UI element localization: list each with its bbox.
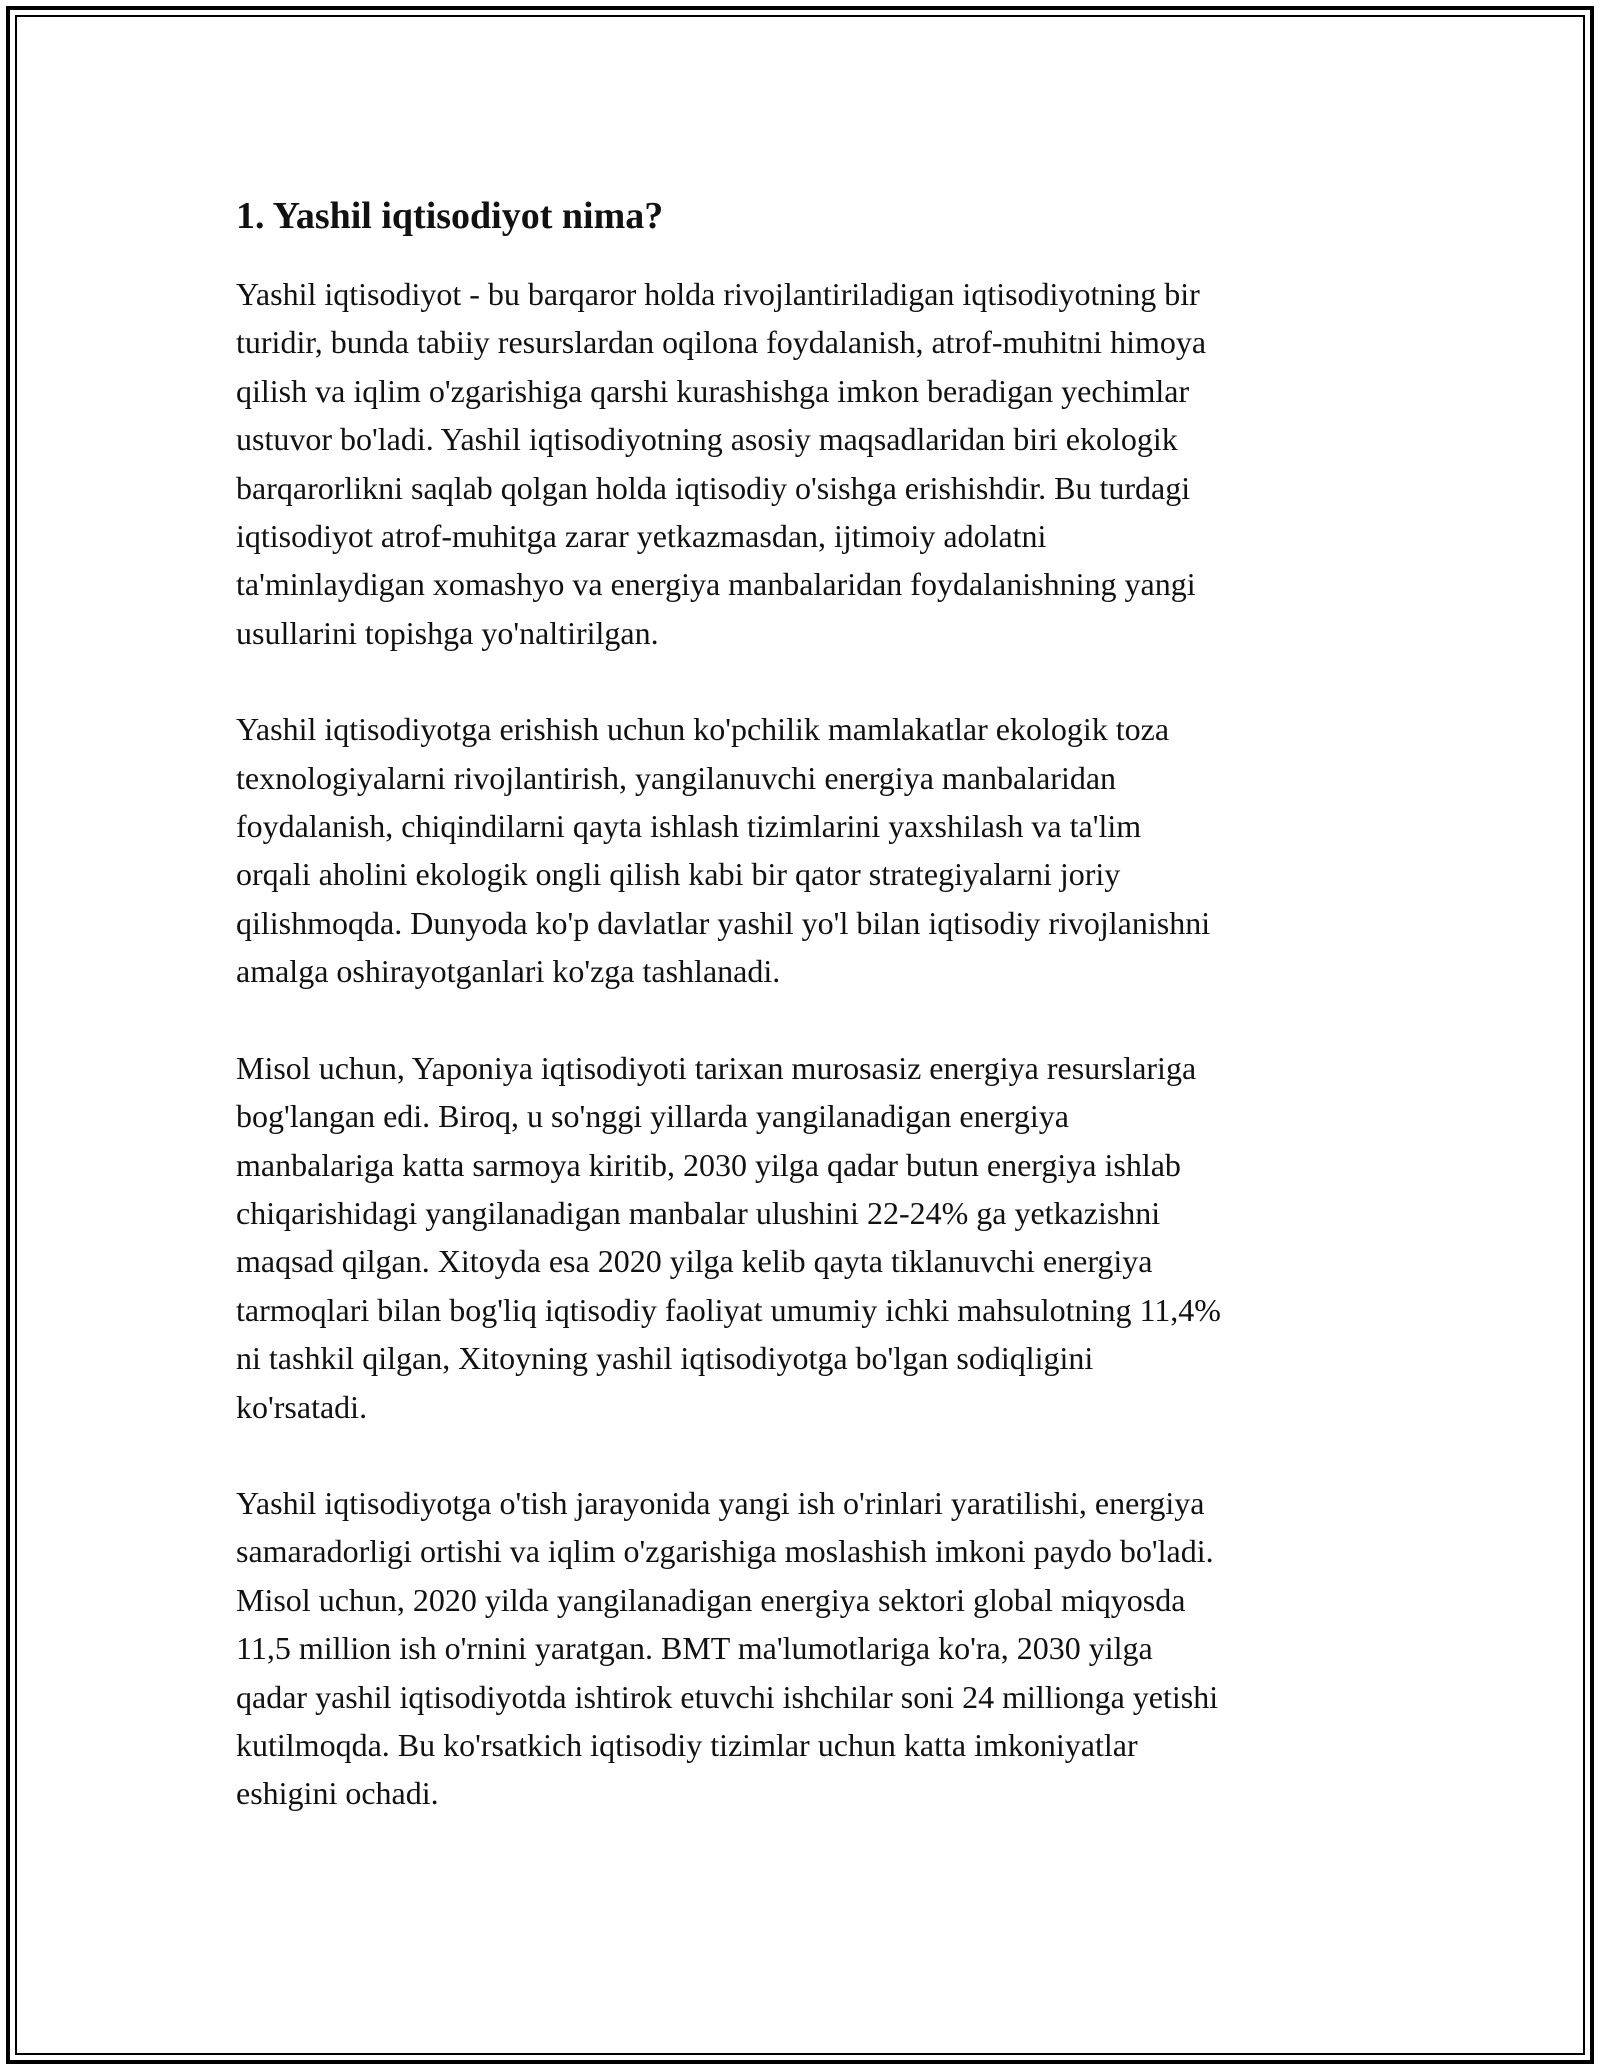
text-line: qilishmoqda. Dunyoda ko'p davlatlar yashil yo'l bilan iqtisodiy rivojlanishni [236, 904, 1211, 941]
text-line: qadar yashil iqtisodiyotda ishtirok etuvchi ishchilar soni 24 millionga yetishi [236, 1678, 1219, 1715]
text-line: foydalanish, chiqindilarni qayta ishlash tizimlarini yaxshilash va ta'lim [236, 808, 1142, 845]
text-line: texnologiyalarni rivojlantirish, yangilanuvchi energiya manbalaridan [236, 759, 1117, 796]
text-line: ko'rsatadi. [236, 1388, 368, 1425]
paragraph-examples [236, 1044, 1376, 1431]
text-line: maqsad qilgan. Xitoyda esa 2020 yilga kelib qayta tiklanuvchi energiya [236, 1243, 1153, 1280]
text-line: samaradorligi ortishi va iqlim o'zgarishiga moslashish imkoni paydo bo'ladi. [236, 1533, 1214, 1570]
text-line: eshigini ochadi. [236, 1775, 439, 1812]
text-line: orqali aholini ekologik ongli qilish kabi bir qator strategiyalarni joriy [236, 856, 1121, 893]
text-line: Misol uchun, Yaponiya iqtisodiyoti tarixan murosasiz energiya resurslariga [236, 1049, 1197, 1086]
paragraph-strategies [236, 705, 1376, 995]
text-line: iqtisodiyot atrof-muhitga zarar yetkazmasdan, ijtimoiy adolatni [236, 518, 1047, 555]
text-line: turidir, bunda tabiiy resurslardan oqilona foydalanish, atrof-muhitni himoya [236, 324, 1207, 361]
text-line: Yashil iqtisodiyotga erishish uchun ko'pchilik mamlakatlar ekologik toza [236, 711, 1170, 748]
paragraph-jobs [236, 1479, 1376, 1818]
text-line: chiqarishidagi yangilanadigan manbalar ulushini 22-24% ga yetkazishni [236, 1194, 1161, 1231]
text-line: kutilmoqda. Bu ko'rsatkich iqtisodiy tizimlar uchun katta imkoniyatlar [236, 1726, 1138, 1763]
text-line: usullarini topishga yo'naltirilgan. [236, 614, 659, 651]
text-line: qilish va iqlim o'zgarishiga qarshi kurashishga imkon beradigan yechimlar [236, 372, 1190, 409]
section-title: 1. Yashil iqtisodiyot nima? [236, 195, 664, 237]
paragraph-intro [236, 270, 1376, 657]
text-line: 11,5 million ish o'rnini yaratgan. BMT ma'lumotlariga ko'ra, 2030 yilga [236, 1630, 1153, 1667]
text-line: ta'minlaydigan xomashyo va energiya manbalaridan foydalanishning yangi [236, 566, 1196, 603]
text-line: ni tashkil qilgan, Xitoyning yashil iqtisodiyotga bo'lgan sodiqligini [236, 1340, 1094, 1377]
text-line: Yashil iqtisodiyotga o'tish jarayonida yangi ish o'rinlari yaratilishi, energiya [236, 1484, 1205, 1521]
text-line: bog'langan edi. Biroq, u so'nggi yillarda yangilanadigan energiya [236, 1098, 1069, 1135]
text-line: Yashil iqtisodiyot - bu barqaror holda rivojlantiriladigan iqtisodiyotning bir [236, 276, 1200, 312]
document-body [236, 190, 1376, 1866]
text-line: Misol uchun, 2020 yilda yangilanadigan energiya sektori global miqyosda [236, 1581, 1186, 1618]
text-line: tarmoqlari bilan bog'liq iqtisodiy faoliyat umumiy ichki mahsulotning 11,4% [236, 1291, 1221, 1328]
text-line: manbalariga katta sarmoya kiritib, 2030 yilga qadar butun energiya ishlab [236, 1146, 1181, 1183]
text-line: amalga oshirayotganlari ko'zga tashlanadi. [236, 953, 781, 990]
text-line: barqarorlikni saqlab qolgan holda iqtisodiy o'sishga erishishdir. Bu turdagi [236, 469, 1191, 506]
text-line: ustuvor bo'ladi. Yashil iqtisodiyotning asosiy maqsadlaridan biri ekologik [236, 421, 1178, 458]
